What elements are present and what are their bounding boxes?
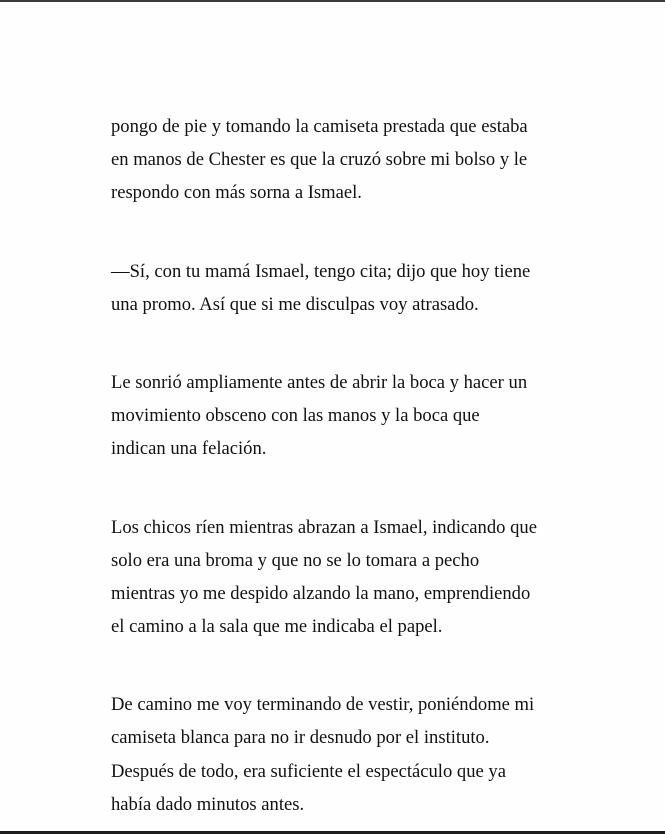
text-line: —Sí, con tu mamá Ismael, tengo cita; dijo que hoy tiene	[111, 260, 531, 282]
paragraph-spacer	[111, 466, 581, 511]
text-line: una promo. Así que si me disculpas voy atrasado.	[111, 293, 479, 315]
paragraph	[111, 511, 581, 644]
text-line: respondo con más sorna a Ismael.	[111, 182, 362, 204]
text-line: Los chicos ríen mientras abrazan a Ismael, indicando que	[111, 516, 537, 538]
text-line: pongo de pie y tomando la camiseta prestada que estaba	[111, 116, 528, 137]
paragraph	[111, 688, 581, 821]
paragraph-spacer	[111, 210, 581, 255]
text-line: indican una felación.	[111, 438, 267, 460]
document-body	[111, 110, 581, 821]
paragraph	[111, 110, 581, 210]
paragraph	[111, 255, 581, 321]
text-line: había dado minutos antes.	[111, 793, 305, 815]
text-line: Después de todo, era suficiente el espectáculo que ya	[111, 760, 506, 782]
text-line: movimiento obsceno con las manos y la boca que	[111, 405, 480, 427]
paragraph-spacer	[111, 643, 581, 688]
text-line: Le sonrió ampliamente antes de abrir la boca y hacer un	[111, 371, 528, 393]
document-page	[0, 2, 665, 831]
text-line: camiseta blanca para no ir desnudo por el instituto.	[111, 727, 490, 749]
text-line: De camino me voy terminando de vestir, poniéndome mi	[111, 694, 535, 716]
text-line: en manos de Chester es que la cruzó sobre mi bolso y le	[111, 149, 528, 171]
text-line: mientras yo me despido alzando la mano, emprendiendo	[111, 582, 531, 604]
text-line: solo era una broma y que no se lo tomara a pecho	[111, 549, 480, 571]
paragraph-spacer	[111, 321, 581, 366]
paragraph	[111, 366, 581, 466]
text-line: el camino a la sala que me indicaba el papel.	[111, 616, 443, 638]
